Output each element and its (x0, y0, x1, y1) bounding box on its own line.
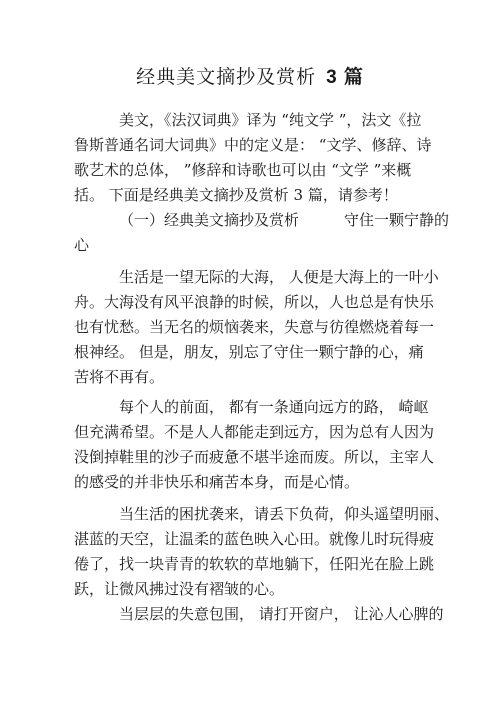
text-line: 的感受的并非快乐和痛苦本身，而是心情。 (74, 473, 360, 491)
text-line: 根神经。 但是，朋友，别忘了守住一颗宁静的心，痛 (74, 343, 424, 361)
text-line: 舟。大海没有风平浪静的时候，所以，人也总是有快乐 (74, 293, 435, 311)
text-line: 但充满希望。不是人人都能走到远方，因为总有人因为 (74, 423, 435, 441)
text-line: 苦将不再有。 (74, 368, 165, 386)
text-line: （一）经典美文摘抄及赏析 守住一颗宁静的 (119, 211, 450, 229)
paragraph (74, 502, 450, 602)
text-line: 跃，让微风拂过没有褶皱的心。 (74, 580, 285, 598)
text-line: 美文，《法汉词典》译为 “纯文学 ”，法文《拉 (119, 111, 422, 129)
text-line: 每个人的前面， 都有一条通向远方的路， 崎岖 (119, 398, 429, 416)
paragraph (74, 265, 439, 390)
text-line: 当层层的失意包围， 请打开窗户， 让沁人心脾的 (119, 605, 444, 623)
page-title (0, 62, 500, 89)
title-text: 经典美文摘抄及赏析 (136, 66, 317, 88)
intro-paragraph (74, 108, 434, 208)
paragraph (74, 602, 444, 627)
paragraph (74, 395, 434, 495)
text-line: 心 (74, 236, 90, 254)
text-line: 括。 下面是经典美文摘抄及赏析 3 篇，请参考！ (74, 186, 398, 204)
text-line: 没倒掉鞋里的沙子而疲惫不堪半途而废。所以，主宰人 (74, 448, 435, 466)
text-line: 鲁斯普通名词大词典》中的定义是： “文学、修辞、诗 (74, 136, 432, 154)
text-line: 湛蓝的天空，让温柔的蓝色映入心田。就像儿时玩得疲 (74, 530, 435, 548)
text-line: 倦了，找一块青青的软软的草地躺下，任阳光在脸上跳 (74, 555, 435, 573)
text-line: 也有忧愁。当无名的烦恼袭来，失意与彷徨燃烧着每一 (74, 318, 435, 336)
text-line: 歌艺术的总体， ”修辞和诗歌也可以由 “文学 ”来概 (74, 161, 412, 179)
text-line: 当生活的困扰袭来，请丢下负荷，仰头遥望明丽、 (119, 505, 450, 523)
title-number: 3 篇 (326, 67, 364, 88)
section-heading (74, 208, 450, 258)
text-line: 生活是一望无际的大海， 人便是大海上的一叶小 (119, 268, 439, 286)
